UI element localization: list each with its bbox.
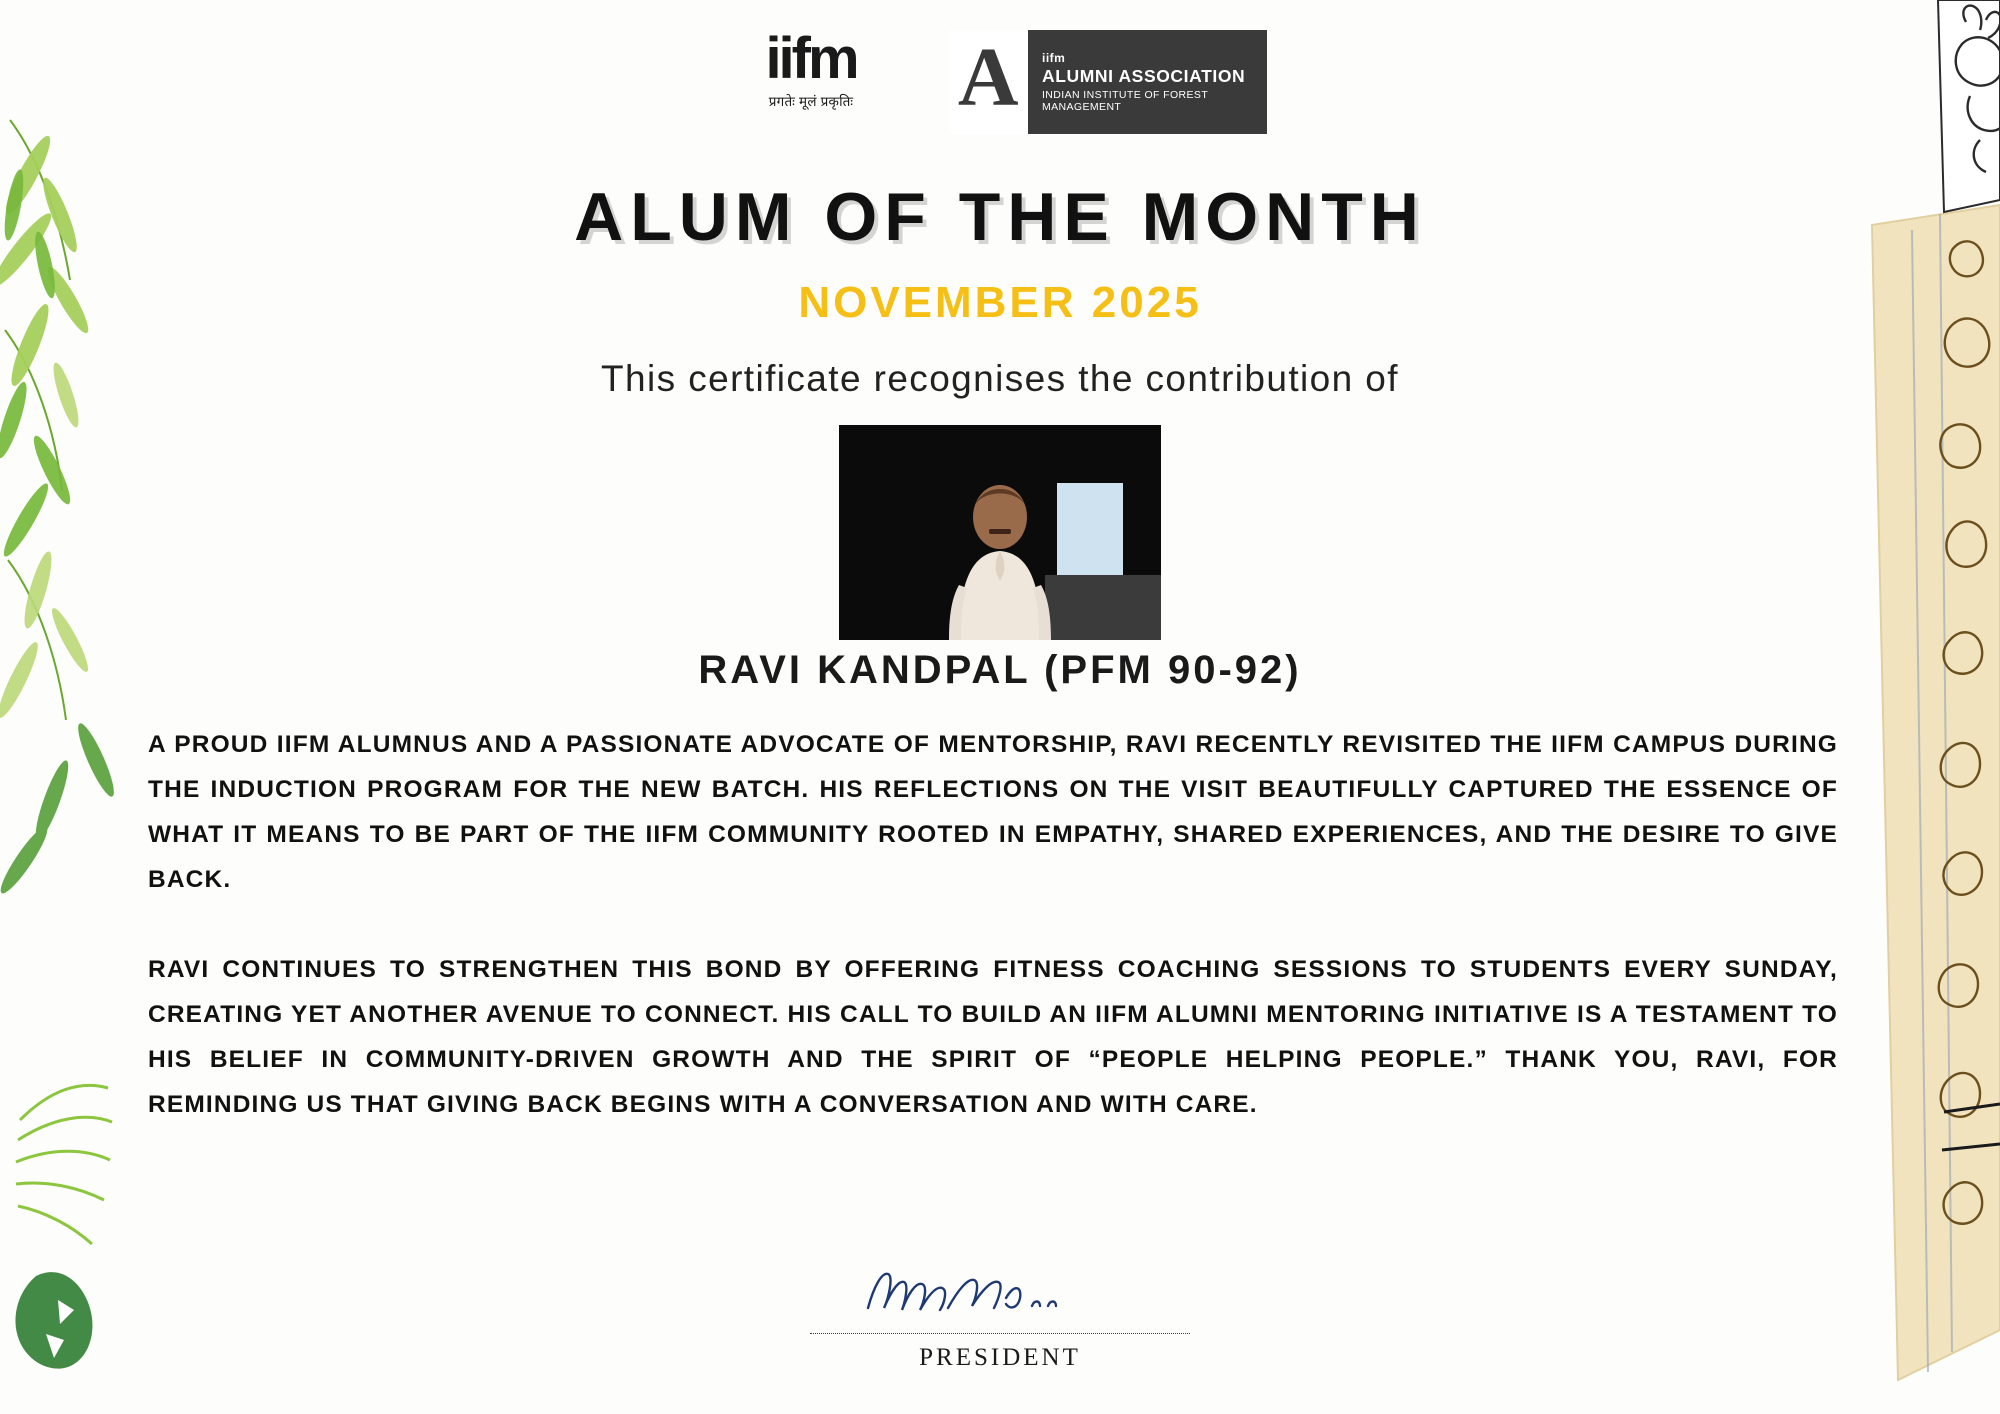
logo-row bbox=[0, 26, 2000, 134]
awardee-photo bbox=[839, 425, 1161, 640]
iifm-tagline: प्रगतेः मूलं प्रकृतिः bbox=[768, 94, 854, 109]
badge-association-label: ALUMNI ASSOCIATION bbox=[1041, 66, 1246, 86]
iifm-wordmark: iifm bbox=[765, 26, 857, 91]
page-title: ALUM OF THE MONTH bbox=[574, 179, 1426, 255]
citation-text bbox=[148, 722, 1838, 1127]
awardee-name: RAVI KANDPAL (PFM 90-92) bbox=[698, 648, 1302, 692]
citation-paragraph-2: RAVI CONTINUES TO STRENGTHEN THIS BOND BY OFFERING FITNESS COACHING SESSIONS TO STUDENTS EVERY SUNDAY, CREATING YET ANOTHER AVENUE TO CONNECT. HIS CALL TO BUILD AN IIFM ALUMNI MENTORING INITIATIVE IS A TESTAMENT TO HIS BELIEF IN COMMUNITY-DRIVEN GROWTH AND THE SPIRIT OF “PEOPLE HELPING PEOPLE.” THANK YOU, RAVI, FOR REMINDING US THAT GIVING BACK BEGINS WITH A CONVERSATION AND WITH CARE. bbox=[148, 956, 1838, 1118]
badge-institute-label: INDIAN INSTITUTE OF FOREST MANAGEMENT bbox=[1041, 89, 1208, 113]
iifm-logo bbox=[734, 26, 889, 110]
signature-mark bbox=[850, 1250, 1150, 1328]
signature-block bbox=[805, 1250, 1195, 1372]
recognition-line: This certificate recognises the contribution of bbox=[601, 358, 1399, 399]
badge-iifm-label: iifm bbox=[1041, 51, 1066, 65]
month-year-subtitle: NOVEMBER 2025 bbox=[798, 278, 1202, 327]
badge-letter-a: A bbox=[949, 30, 1028, 134]
alumni-association-badge bbox=[949, 30, 1267, 134]
citation-paragraph-1: A PROUD IIFM ALUMNUS AND A PASSIONATE ADVOCATE OF MENTORSHIP, RAVI RECENTLY REVISITED THE IIFM CAMPUS DURING THE INDUCTION PROGRAM FOR THE NEW BATCH. HIS REFLECTIONS ON THE VISIT BEAUTIFULLY CAPTURED THE ESSENCE OF WHAT IT MEANS TO BE PART OF THE IIFM COMMUNITY ROOTED IN EMPATHY, SHARED EXPERIENCES, AND THE DESIRE TO GIVE BACK. bbox=[148, 731, 1838, 893]
signature-rule bbox=[810, 1333, 1190, 1334]
signature-title: PRESIDENT bbox=[919, 1344, 1081, 1371]
